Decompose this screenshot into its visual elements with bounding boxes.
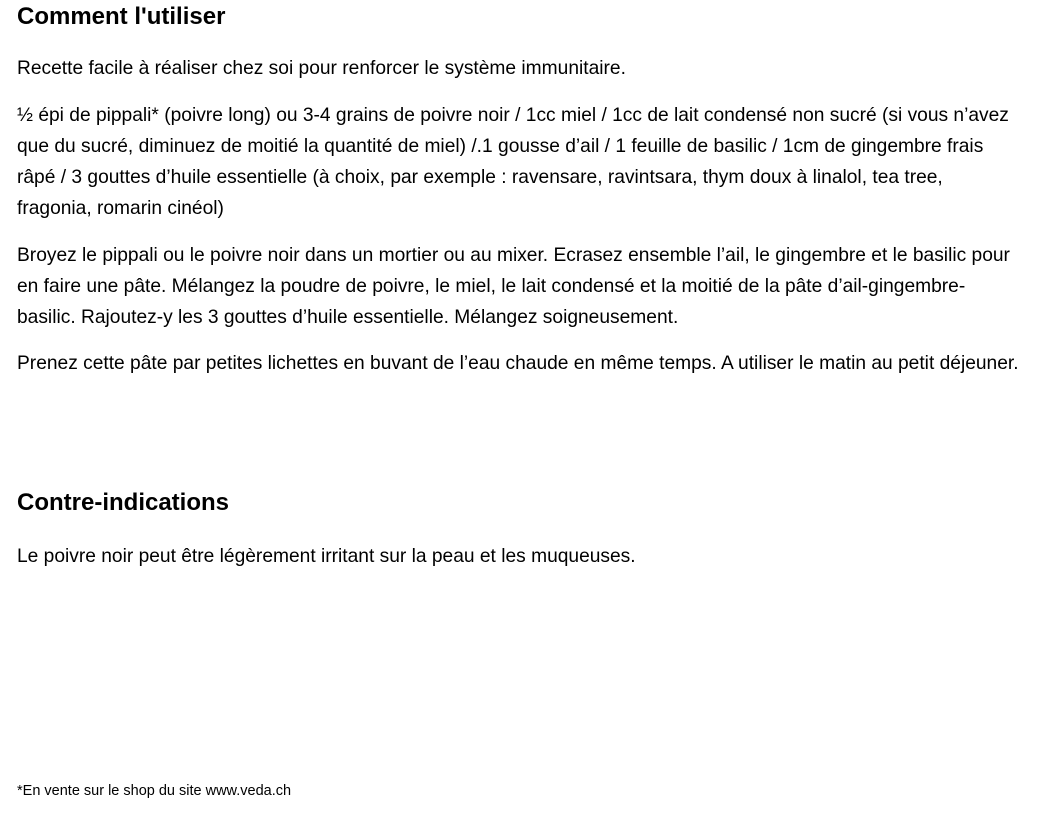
dosage-paragraph: Prenez cette pâte par petites lichettes en buvant de l’eau chaude en même temps. A utiliser le matin au petit déjeuner. xyxy=(17,353,1019,374)
usage-intro: Recette facile à réaliser chez soi pour renforcer le système immunitaire. xyxy=(17,58,626,79)
usage-heading: Comment l'utiliser xyxy=(17,3,226,30)
footnote: *En vente sur le shop du site www.veda.ch xyxy=(17,783,292,799)
preparation-paragraph: Broyez le pippali ou le poivre noir dans un mortier ou au mixer. Ecrasez ensemble l’ail, le gingembre et le basilic pour en faire une pâte. Mélangez la poudre de poivre, le miel, le lait condensé et la moitié de la pâte d’ail-gingembre-basilic. Rajoutez-y les 3 gouttes d’huile essentielle. Mélangez soigneusement. xyxy=(17,245,1010,328)
contraindications-heading: Contre-indications xyxy=(17,489,230,516)
contraindications-text: Le poivre noir peut être légèrement irritant sur la peau et les muqueuses. xyxy=(17,546,636,567)
ingredients-paragraph: ½ épi de pippali* (poivre long) ou 3-4 grains de poivre noir / 1cc miel / 1cc de lait condensé non sucré (si vous n’avez que du sucré, diminuez de moitié la quantité de miel) /.1 gousse d’ail / 1 feuille de basilic / 1cm de gingembre frais râpé / 3 gouttes d’huile essentielle (à choix, par exemple : ravensare, ravintsara, thym doux à linalol, tea tree, fragonia, romarin cinéol) xyxy=(17,105,1009,219)
